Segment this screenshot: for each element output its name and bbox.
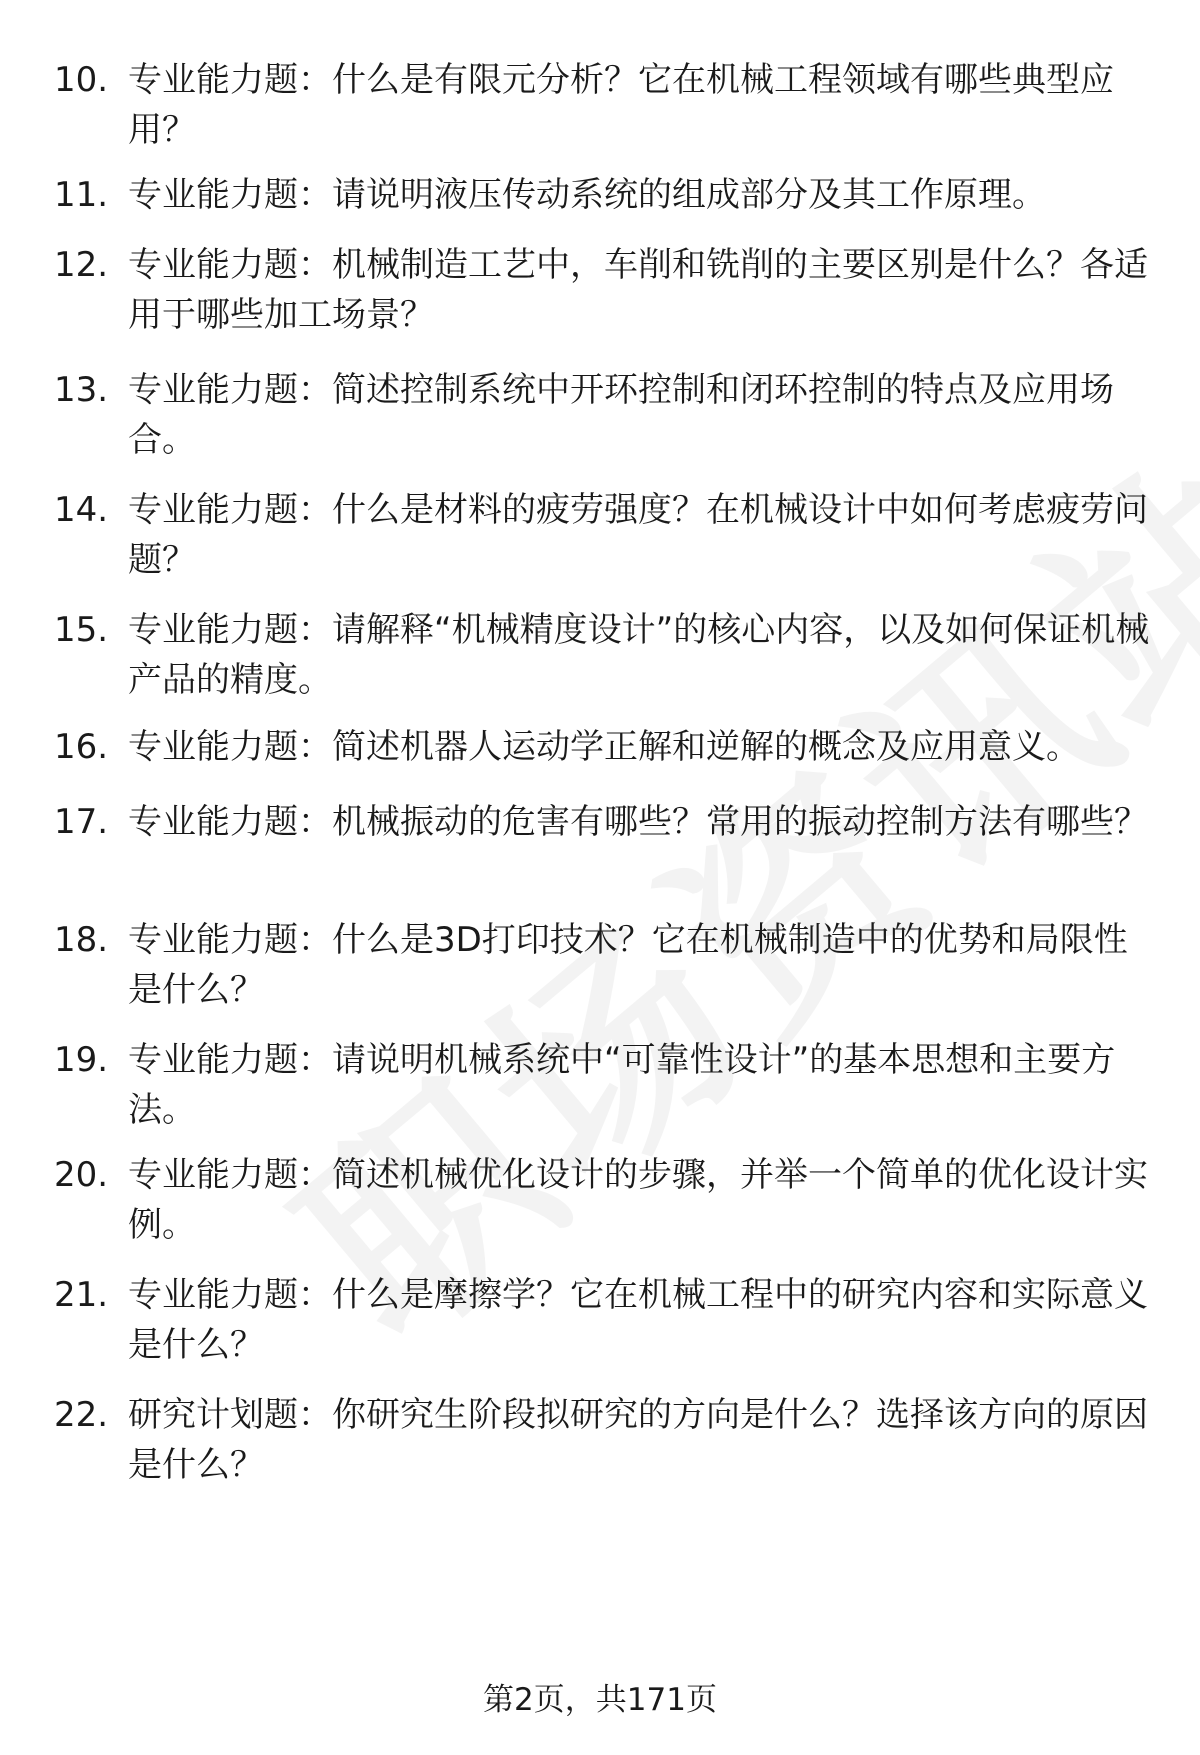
question-number: 12. xyxy=(54,245,109,285)
question-number: 10. xyxy=(54,60,109,100)
question-text: 专业能力题：什么是材料的疲劳强度？在机械设计中如何考虑疲劳问题？ xyxy=(128,490,1148,580)
question-text: 专业能力题：简述机器人运动学正解和逆解的概念及应用意义。 xyxy=(128,727,1080,767)
page-number: 第2页，共171页 xyxy=(483,1682,717,1718)
question-text: 研究计划题：你研究生阶段拟研究的方向是什么？选择该方向的原因是什么？ xyxy=(128,1395,1148,1485)
question-text: 专业能力题：请解释“机械精度设计”的核心内容，以及如何保证机械产品的精度。 xyxy=(128,610,1150,700)
question-text: 专业能力题：什么是有限元分析？它在机械工程领域有哪些典型应用？ xyxy=(128,60,1114,150)
question-number: 11. xyxy=(54,175,109,215)
question-text: 专业能力题：简述机械优化设计的步骤，并举一个简单的优化设计实例。 xyxy=(128,1155,1148,1245)
question-number: 13. xyxy=(54,370,109,410)
question-text: 专业能力题：请说明机械系统中“可靠性设计”的基本思想和主要方法。 xyxy=(128,1040,1116,1130)
question-text: 专业能力题：机械振动的危害有哪些？常用的振动控制方法有哪些？ xyxy=(128,802,1148,842)
question-number: 15. xyxy=(54,610,109,650)
question-text: 专业能力题：机械制造工艺中，车削和铣削的主要区别是什么？各适用于哪些加工场景？ xyxy=(128,245,1148,335)
question-text: 专业能力题：请说明液压传动系统的组成部分及其工作原理。 xyxy=(128,175,1046,215)
question-number: 18. xyxy=(54,920,109,960)
question-text: 专业能力题：简述控制系统中开环控制和闭环控制的特点及应用场合。 xyxy=(128,370,1114,460)
question-text: 专业能力题：什么是3D打印技术？它在机械制造中的优势和局限性是什么？ xyxy=(128,920,1128,1010)
question-number: 20. xyxy=(54,1155,109,1195)
question-number: 17. xyxy=(54,802,109,842)
question-number: 14. xyxy=(54,490,109,530)
question-number: 16. xyxy=(54,727,109,767)
question-number: 22. xyxy=(54,1395,109,1435)
question-number: 19. xyxy=(54,1040,109,1080)
question-number: 21. xyxy=(54,1275,109,1315)
question-text: 专业能力题：什么是摩擦学？它在机械工程中的研究内容和实际意义是什么？ xyxy=(128,1275,1148,1365)
